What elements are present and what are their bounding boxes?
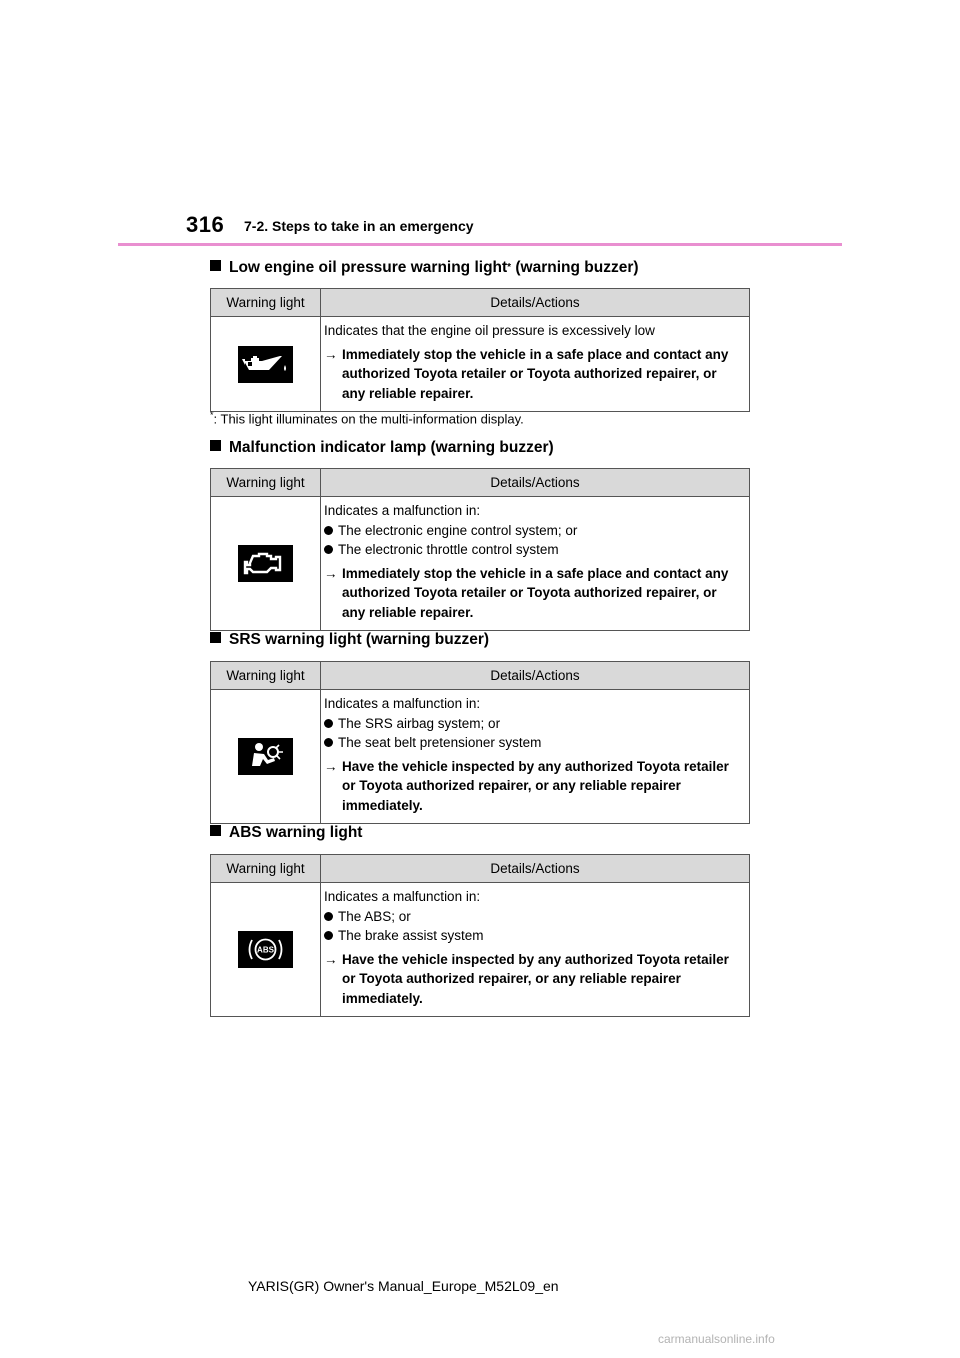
arrow-icon: → [324, 346, 338, 362]
abs-icon [238, 931, 293, 968]
list-item: The seat belt pretensioner system [324, 733, 739, 753]
square-bullet-icon [210, 260, 221, 271]
details-intro: Indicates a malfunction in: [324, 503, 481, 518]
action-text: → Immediately stop the vehicle in a safe place and contact any authorized Toyota retailer or Toyota authorized repairer, or any reliable repairer. [324, 346, 729, 401]
page-footer: YARIS(GR) Owner's Manual_Europe_M52L09_en [248, 1278, 559, 1294]
arrow-icon: → [324, 565, 338, 581]
heading-text: SRS warning light (warning buzzer) [229, 631, 490, 648]
footnote-text: : This light illuminates on the multi-information display. [213, 411, 524, 427]
section-heading-malfunction [210, 439, 554, 457]
heading-text: Malfunction indicator lamp (warning buzzer) [229, 439, 554, 456]
page-number: 316 [186, 212, 225, 237]
bullet-dot-icon [324, 719, 333, 728]
check-engine-icon [238, 545, 293, 582]
details-intro: Indicates a malfunction in: [324, 889, 481, 904]
section-heading-srs [210, 631, 489, 649]
warning-table-malfunction [210, 468, 750, 631]
list-item: The electronic engine control system; or [324, 521, 739, 541]
srs-airbag-icon [238, 738, 293, 775]
heading-suffix: (warning buzzer) [511, 259, 639, 276]
section-heading-oil-pressure: Low engine oil pressure warning light * (warning buzzer) [210, 259, 639, 277]
oil-pressure-icon [238, 346, 293, 383]
column-header-details: Details/Actions [321, 662, 750, 690]
abs-icon-label: ABS [257, 945, 274, 955]
bullet-dot-icon [324, 912, 333, 921]
details-intro: Indicates that the engine oil pressure is excessively low [324, 323, 655, 338]
column-header-warning-light: Warning light [211, 855, 321, 883]
list-item: The brake assist system [324, 926, 739, 946]
bullet-dot-icon [324, 738, 333, 747]
warning-table-oil-pressure [210, 288, 750, 412]
chapter-title: 7-2. Steps to take in an emergency [244, 218, 474, 234]
warning-table-srs [210, 661, 750, 824]
column-header-details: Details/Actions [321, 469, 750, 497]
list-item: The ABS; or [324, 907, 739, 927]
watermark: carmanualsonline.info [658, 1332, 775, 1346]
bullet-dot-icon [324, 931, 333, 940]
details-intro: Indicates a malfunction in: [324, 696, 481, 711]
column-header-warning-light: Warning light [211, 289, 321, 317]
heading-text: ABS warning light [229, 824, 363, 841]
bullet-dot-icon [324, 526, 333, 535]
bullet-dot-icon [324, 545, 333, 554]
action-text: → Immediately stop the vehicle in a safe place and contact any authorized Toyota retailer or Toyota authorized repairer, or any reliable repairer. [324, 565, 729, 620]
action-text: → Have the vehicle inspected by any authorized Toyota retailer or Toyota authorized repairer, or any reliable repairer immediately. [324, 951, 729, 1006]
heading-text: Low engine oil pressure warning light [229, 259, 508, 276]
arrow-icon: → [324, 951, 338, 967]
column-header-warning-light: Warning light [211, 469, 321, 497]
arrow-icon: → [324, 758, 338, 774]
square-bullet-icon [210, 632, 221, 643]
warning-table-abs [210, 854, 750, 1017]
action-text: → Have the vehicle inspected by any authorized Toyota retailer or Toyota authorized repairer, or any reliable repairer immediately. [324, 758, 729, 813]
header-rule [118, 243, 842, 246]
footnote-mark: * [210, 410, 214, 420]
section-heading-abs [210, 824, 362, 842]
footnote [210, 410, 524, 426]
list-item: The SRS airbag system; or [324, 714, 739, 734]
column-header-warning-light: Warning light [211, 662, 321, 690]
column-header-details: Details/Actions [321, 289, 750, 317]
square-bullet-icon [210, 825, 221, 836]
list-item: The electronic throttle control system [324, 540, 739, 560]
square-bullet-icon [210, 440, 221, 451]
column-header-details: Details/Actions [321, 855, 750, 883]
